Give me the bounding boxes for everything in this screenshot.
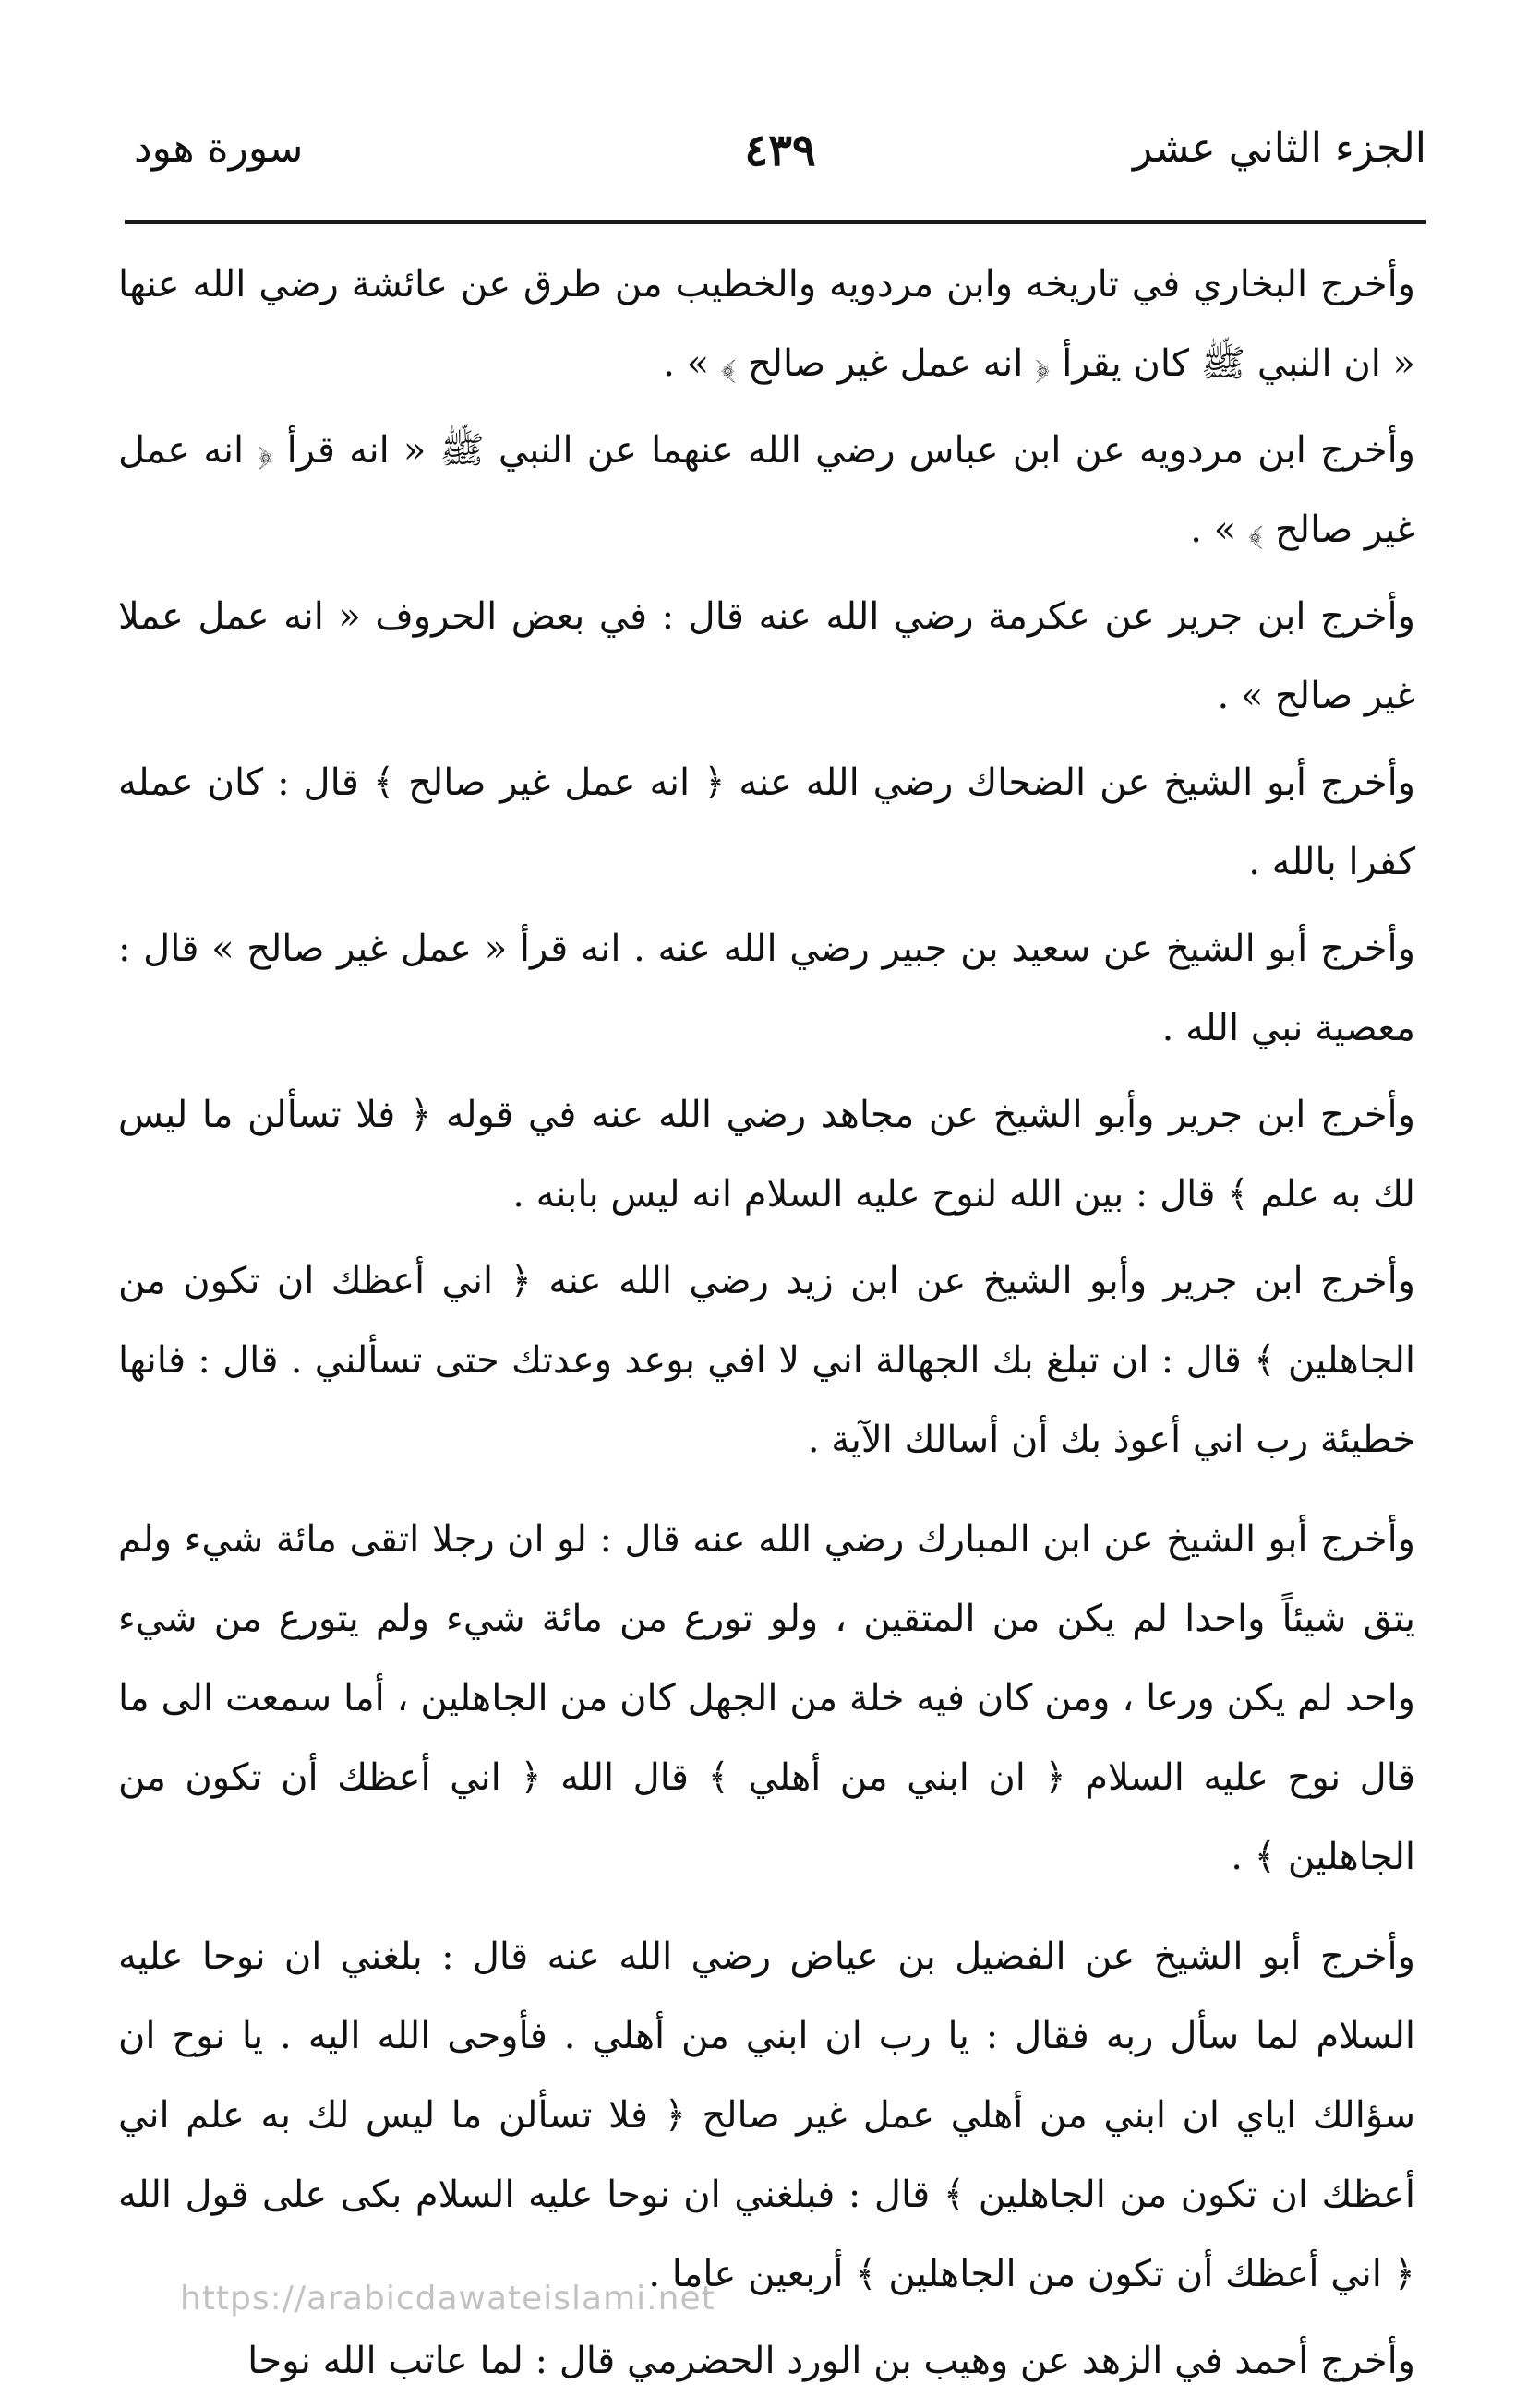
juz-title: الجزء الثاني عشر xyxy=(1133,125,1426,172)
header-rule xyxy=(125,220,1426,224)
paragraph: وأخرج أبو الشيخ عن الفضيل بن عياض رضي الله عنه قال : بلغني ان نوحا عليه السلام لما سأل ربه فقال : يا رب ان ابني من أهلي . فأوحى الله اليه . يا نوح ان سؤالك اياي ان ابني من أهلي عمل غير صالح ﴿ فلا تسألن ما ليس لك به علم اني أعظك ان تكون من الجاهلين ﴾ قال : فبلغني ان نوحا عليه السلام بكى على قول الله ﴿ اني أعظك أن تكون من الجاهلين ﴾ أربعين عاما . xyxy=(118,1935,1415,2295)
paragraph: وأخرج ابن جرير وأبو الشيخ عن مجاهد رضي الله عنه في قوله ﴿ فلا تسألن ما ليس لك به علم ﴾ قال : بين الله لنوح عليه السلام انه ليس بابنه . xyxy=(118,1094,1415,1216)
paragraph: وأخرج البخاري في تاريخه وابن مردويه والخطيب من طرق عن عائشة رضي الله عنها « ان النبي ﷺ كان يقرأ ﴿ انه عمل غير صالح ﴾ » . xyxy=(118,263,1415,385)
paragraph: وأخرج أبو الشيخ عن سعيد بن جبير رضي الله عنه . انه قرأ « عمل غير صالح » قال : معصية نبي الله . xyxy=(118,928,1415,1049)
page-header xyxy=(134,125,1426,189)
paragraph: وأخرج ابن مردويه عن ابن عباس رضي الله عنهما عن النبي ﷺ « انه قرأ ﴿ انه عمل غير صالح ﴾ » . xyxy=(118,429,1415,551)
paragraph: وأخرج ابن جرير وأبو الشيخ عن ابن زيد رضي الله عنه ﴿ اني أعظك ان تكون من الجاهلين ﴾ قال : ان تبلغ بك الجهالة اني لا افي بوعد وعدتك حتى تسألني . قال : فانها خطيئة رب اني أعوذ بك أن أسالك الآية . xyxy=(118,1260,1415,1461)
page-body xyxy=(118,245,1415,2408)
watermark-url: https://arabicdawateislami.net xyxy=(180,2280,715,2318)
surah-title: سورة هود xyxy=(134,125,304,172)
paragraph: وأخرج ابن جرير عن عكرمة رضي الله عنه قال : في بعض الحروف « انه عمل عملا غير صالح » . xyxy=(118,595,1415,717)
paragraph: وأخرج أبو الشيخ عن الضحاك رضي الله عنه ﴿ انه عمل غير صالح ﴾ قال : كان عمله كفرا بالله . xyxy=(118,761,1415,883)
paragraph: وأخرج أحمد في الزهد عن وهيب بن الورد الحضرمي قال : لما عاتب الله نوحا xyxy=(247,2340,1415,2382)
page-number: ٤٣٩ xyxy=(744,125,816,176)
paragraph: وأخرج أبو الشيخ عن ابن المبارك رضي الله عنه قال : لو ان رجلا اتقى مائة شيء ولم يتق شيئاً واحدا لم يكن من المتقين ، ولو تورع من مائة شيء ولم يتورع من شيء واحد لم يكن ورعا ، ومن كان فيه خلة من الجهل كان من الجاهلين ، أما سمعت الى ما قال نوح عليه السلام ﴿ ان ابني من أهلي ﴾ قال الله ﴿ اني أعظك أن تكون من الجاهلين ﴾ . xyxy=(118,1518,1416,1878)
